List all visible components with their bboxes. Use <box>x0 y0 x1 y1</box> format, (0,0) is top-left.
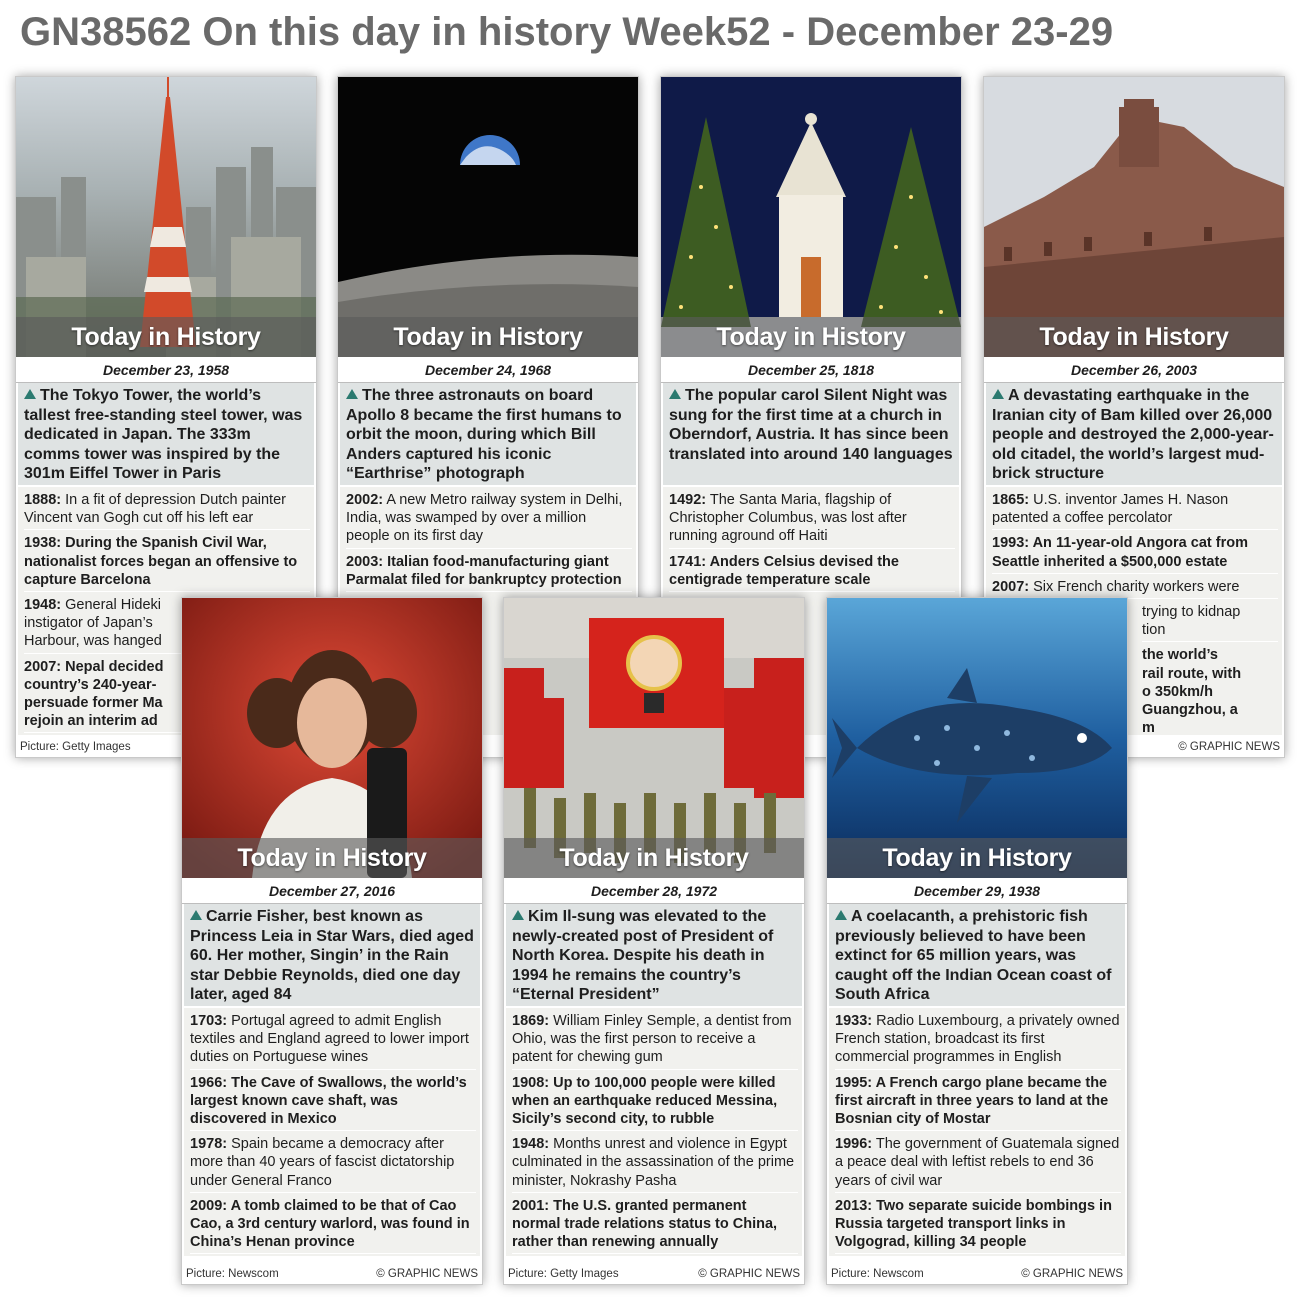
card-date: December 28, 1972 <box>504 878 804 904</box>
triangle-bullet-icon <box>190 910 202 920</box>
photo-bam-citadel <box>984 77 1284 357</box>
card-date: December 29, 1938 <box>827 878 1127 904</box>
history-card-dec-29 <box>826 597 1128 1285</box>
photo-silent-night-chapel <box>661 77 961 357</box>
event-fragment: the world’s rail route, with o 350km/h Guangzhou, a m <box>1142 646 1278 735</box>
photo-credit: Picture: Getty Images © GRAPHIC NEWS <box>504 1264 804 1284</box>
today-in-history-banner: Today in History <box>182 838 482 878</box>
today-in-history-banner: Today in History <box>984 317 1284 357</box>
event-item: 1869: William Finley Semple, a dentist from Ohio, was the first person to receive a patent for chewing gum <box>512 1012 798 1070</box>
events-list <box>184 1008 480 1256</box>
card-date: December 26, 2003 <box>984 357 1284 383</box>
event-item: 2002: A new Metro railway system in Delhi, India, was swamped by over a million people on its first day <box>346 491 632 549</box>
today-in-history-banner: Today in History <box>827 838 1127 878</box>
events-list <box>506 1008 802 1256</box>
history-card-dec-27 <box>181 597 483 1285</box>
event-item: 1492: The Santa Maria, flagship of Christopher Columbus, was lost after running aground off Haiti <box>669 491 955 549</box>
triangle-bullet-icon <box>346 389 358 399</box>
event-item: 2007: Six French charity workers were <box>992 578 1278 599</box>
triangle-bullet-icon <box>992 389 1004 399</box>
photo-credit: Picture: Newscom © GRAPHIC NEWS <box>827 1264 1127 1284</box>
photo-credit: Picture: Newscom © GRAPHIC NEWS <box>182 1264 482 1284</box>
event-item: 1948: Months unrest and violence in Egypt culminated in the assassination of the prime minister, Nokrashy Pasha <box>512 1135 798 1193</box>
today-in-history-banner: Today in History <box>661 317 961 357</box>
photo-earthrise <box>338 77 638 357</box>
event-item: 2003: Italian food-manufacturing giant Parmalat filed for bankruptcy protection <box>346 553 632 592</box>
photo-coelacanth <box>827 598 1127 878</box>
history-card-dec-28 <box>503 597 805 1285</box>
triangle-bullet-icon <box>669 389 681 399</box>
event-item: 2007: Nepal decided country’s 240-year- persuade former Ma rejoin an interim ad <box>24 658 310 734</box>
event-item: 1888: In a fit of depression Dutch painter Vincent van Gogh cut off his left ear <box>24 491 310 530</box>
today-in-history-banner: Today in History <box>16 317 316 357</box>
event-item: 1995: A French cargo plane became the first aircraft in three years to land at the Bosnian city of Mostar <box>835 1074 1121 1132</box>
triangle-bullet-icon <box>512 910 524 920</box>
events-list <box>829 1008 1125 1256</box>
event-item: 1978: Spain became a democracy after more than 40 years of fascist dictatorship under General Franco <box>190 1135 476 1193</box>
event-item: 2009: A tomb claimed to be that of Cao Cao, a 3rd century warlord, was found in China’s Henan province <box>190 1197 476 1255</box>
card-date: December 25, 1818 <box>661 357 961 383</box>
event-item: 1933: Radio Luxembourg, a privately owned French station, broadcast its first commercial programmes in English <box>835 1012 1121 1070</box>
event-item: 1703: Portugal agreed to admit English textiles and England agreed to lower import duties on Portuguese wines <box>190 1012 476 1070</box>
photo-tokyo-tower <box>16 77 316 357</box>
card-date: December 23, 1958 <box>16 357 316 383</box>
event-item: 1865: U.S. inventor James H. Nason patented a coffee percolator <box>992 491 1278 530</box>
event-item: 1948: General Hideki instigator of Japan’s Harbour, was hanged <box>24 596 310 654</box>
event-item: 1741: Anders Celsius devised the centigrade temperature scale <box>669 553 955 592</box>
lead-story: Carrie Fisher, best known as Princess Leia in Star Wars, died aged 60. Her mother, Singin’ in the Rain star Debbie Reynolds, died one day later, aged 84 <box>184 904 480 1008</box>
lead-story: The Tokyo Tower, the world’s tallest free-standing steel tower, was dedicated in Japan. The 333m comms tower was inspired by the 301m Eiffel Tower in Paris <box>18 383 314 487</box>
lead-story: The popular carol Silent Night was sung for the first time at a church in Oberndorf, Austria. It has since been translated into around 140 languages <box>663 383 959 487</box>
event-item: 2001: The U.S. granted permanent normal trade relations status to China, rather than renewing annually <box>512 1197 798 1255</box>
lead-story: A devastating earthquake in the Iranian city of Bam killed over 26,000 people and destroyed the 2,000-year-old citadel, the world’s largest mud-brick structure <box>986 383 1282 487</box>
event-item: 1966: The Cave of Swallows, the world’s largest known cave shaft, was discovered in Mexico <box>190 1074 476 1132</box>
today-in-history-banner: Today in History <box>338 317 638 357</box>
event-item: 2013: Two separate suicide bombings in Russia targeted transport links in Volgograd, killing 34 people <box>835 1197 1121 1255</box>
triangle-bullet-icon <box>835 910 847 920</box>
event-fragment: trying to kidnap tion <box>1142 603 1278 642</box>
photo-credit: © GRAPHIC NEWS <box>984 737 1284 757</box>
card-date: December 24, 1968 <box>338 357 638 383</box>
event-item: 1938: During the Spanish Civil War, nationalist forces began an offensive to capture Barcelona <box>24 534 310 592</box>
lead-story: A coelacanth, a prehistoric fish previously believed to have been extinct for 65 million years, was caught off the Indian Ocean coast of South Africa <box>829 904 1125 1008</box>
event-item: 1908: Up to 100,000 people were killed when an earthquake reduced Messina, Sicily’s second city, to rubble <box>512 1074 798 1132</box>
event-item: 1993: An 11-year-old Angora cat from Seattle inherited a $500,000 estate <box>992 534 1278 573</box>
photo-carrie-fisher <box>182 598 482 878</box>
lead-story: Kim Il-sung was elevated to the newly-created post of President of North Korea. Despite his death in 1994 he remains the country’s “Eternal President” <box>506 904 802 1008</box>
triangle-bullet-icon <box>24 389 36 399</box>
card-date: December 27, 2016 <box>182 878 482 904</box>
today-in-history-banner: Today in History <box>504 838 804 878</box>
photo-kim-il-sung-parade <box>504 598 804 878</box>
event-item: 1996: The government of Guatemala signed a peace deal with leftist rebels to end 36 years of civil war <box>835 1135 1121 1193</box>
photo-credit: Picture: Getty Images <box>16 737 316 757</box>
lead-story: The three astronauts on board Apollo 8 became the first humans to orbit the moon, during which Bill Anders captured his iconic “Earthrise” photograph <box>340 383 636 487</box>
page-title: GN38562 On this day in history Week52 - December 23-29 <box>20 10 1114 54</box>
